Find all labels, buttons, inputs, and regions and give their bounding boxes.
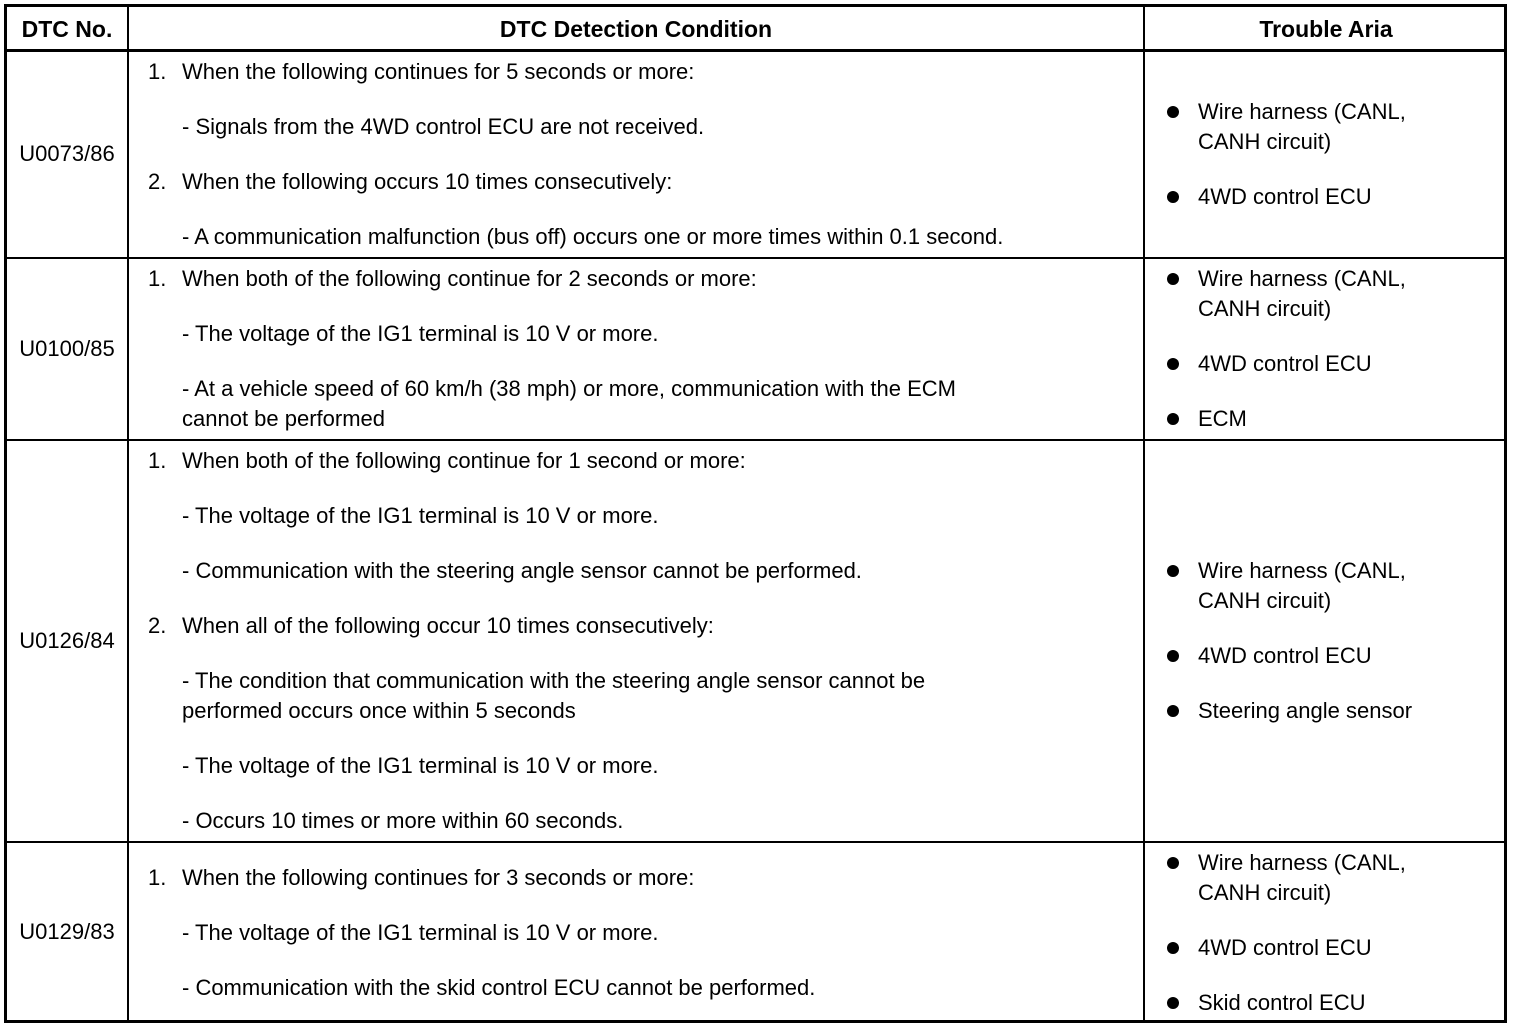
condition-text: performed occurs once within 5 seconds [182, 698, 576, 723]
condition-text: - The voltage of the IG1 terminal is 10 V or more. [182, 321, 659, 346]
trouble-area-item: CANH circuit) [1198, 129, 1332, 154]
condition-number: 2. [148, 169, 167, 194]
trouble-area-item: CANH circuit) [1198, 588, 1332, 613]
bullet-icon [1167, 565, 1179, 577]
trouble-area-item: Wire harness (CANL, [1198, 99, 1406, 124]
header-dtc-no: DTC No. [21, 15, 113, 42]
trouble-area-item: Skid control ECU [1198, 990, 1366, 1015]
trouble-area-item: Steering angle sensor [1198, 698, 1413, 723]
condition-text: When the following occurs 10 times consecutively: [182, 169, 673, 194]
bullet-icon [1167, 942, 1179, 954]
condition-text: - Occurs 10 times or more within 60 seconds. [182, 808, 624, 833]
condition-text: - Signals from the 4WD control ECU are not received. [182, 114, 705, 139]
condition-number: 1. [148, 865, 167, 890]
dtc-code: U0129/83 [19, 918, 115, 944]
condition-text: - Communication with the steering angle sensor cannot be performed. [182, 558, 862, 583]
bullet-icon [1167, 358, 1179, 370]
condition-text: - The voltage of the IG1 terminal is 10 V or more. [182, 920, 659, 945]
condition-text: - The voltage of the IG1 terminal is 10 V or more. [182, 503, 659, 528]
trouble-area-item: CANH circuit) [1198, 296, 1332, 321]
condition-text: - A communication malfunction (bus off) occurs one or more times within 0.1 second. [182, 224, 1004, 249]
condition-text: - At a vehicle speed of 60 km/h (38 mph) or more, communication with the ECM [182, 376, 956, 401]
dtc-code: U0073/86 [19, 141, 115, 166]
condition-text: - The condition that communication with the steering angle sensor cannot be [182, 668, 926, 693]
row-divider [7, 257, 1504, 259]
trouble-area-item: 4WD control ECU [1198, 935, 1372, 960]
trouble-area-item: 4WD control ECU [1198, 184, 1372, 209]
dtc-code: U0126/84 [19, 628, 115, 653]
bullet-icon [1167, 106, 1179, 118]
condition-number: 1. [148, 266, 167, 291]
condition-text: - The voltage of the IG1 terminal is 10 V or more. [182, 753, 659, 778]
column-divider [1143, 7, 1145, 1020]
bullet-icon [1167, 191, 1179, 203]
condition-text: When both of the following continue for 2 seconds or more: [182, 266, 757, 291]
condition-text: When both of the following continue for 1 second or more: [182, 448, 746, 473]
trouble-area-item: Wire harness (CANL, [1198, 266, 1406, 291]
condition-text: When the following continues for 3 seconds or more: [182, 865, 695, 890]
bullet-icon [1167, 857, 1179, 869]
trouble-area-item: 4WD control ECU [1198, 643, 1372, 668]
trouble-area-item: Wire harness (CANL, [1198, 850, 1406, 875]
bullet-icon [1167, 997, 1179, 1009]
condition-text: cannot be performed [182, 406, 386, 431]
trouble-area-item: 4WD control ECU [1198, 351, 1372, 376]
condition-text: - Communication with the skid control ECU cannot be performed. [182, 975, 816, 1000]
bullet-icon [1167, 413, 1179, 425]
header-detection-condition: DTC Detection Condition [499, 15, 773, 42]
row-divider [7, 439, 1504, 441]
bullet-icon [1167, 650, 1179, 662]
row-divider [7, 841, 1504, 843]
header-trouble-area: Trouble Aria [1259, 15, 1393, 42]
condition-number: 2. [148, 613, 167, 638]
dtc-code: U0100/85 [19, 336, 115, 361]
column-divider [127, 7, 129, 1020]
dtc-table [4, 4, 1507, 1023]
bullet-icon [1167, 273, 1179, 285]
condition-text: When the following continues for 5 seconds or more: [182, 59, 695, 84]
trouble-area-item: CANH circuit) [1198, 880, 1332, 905]
condition-number: 1. [148, 59, 167, 84]
trouble-area-item: Wire harness (CANL, [1198, 558, 1406, 583]
bullet-icon [1167, 705, 1179, 717]
condition-text: When all of the following occur 10 times consecutively: [182, 613, 714, 638]
condition-number: 1. [148, 448, 167, 473]
trouble-area-item: ECM [1198, 406, 1247, 431]
